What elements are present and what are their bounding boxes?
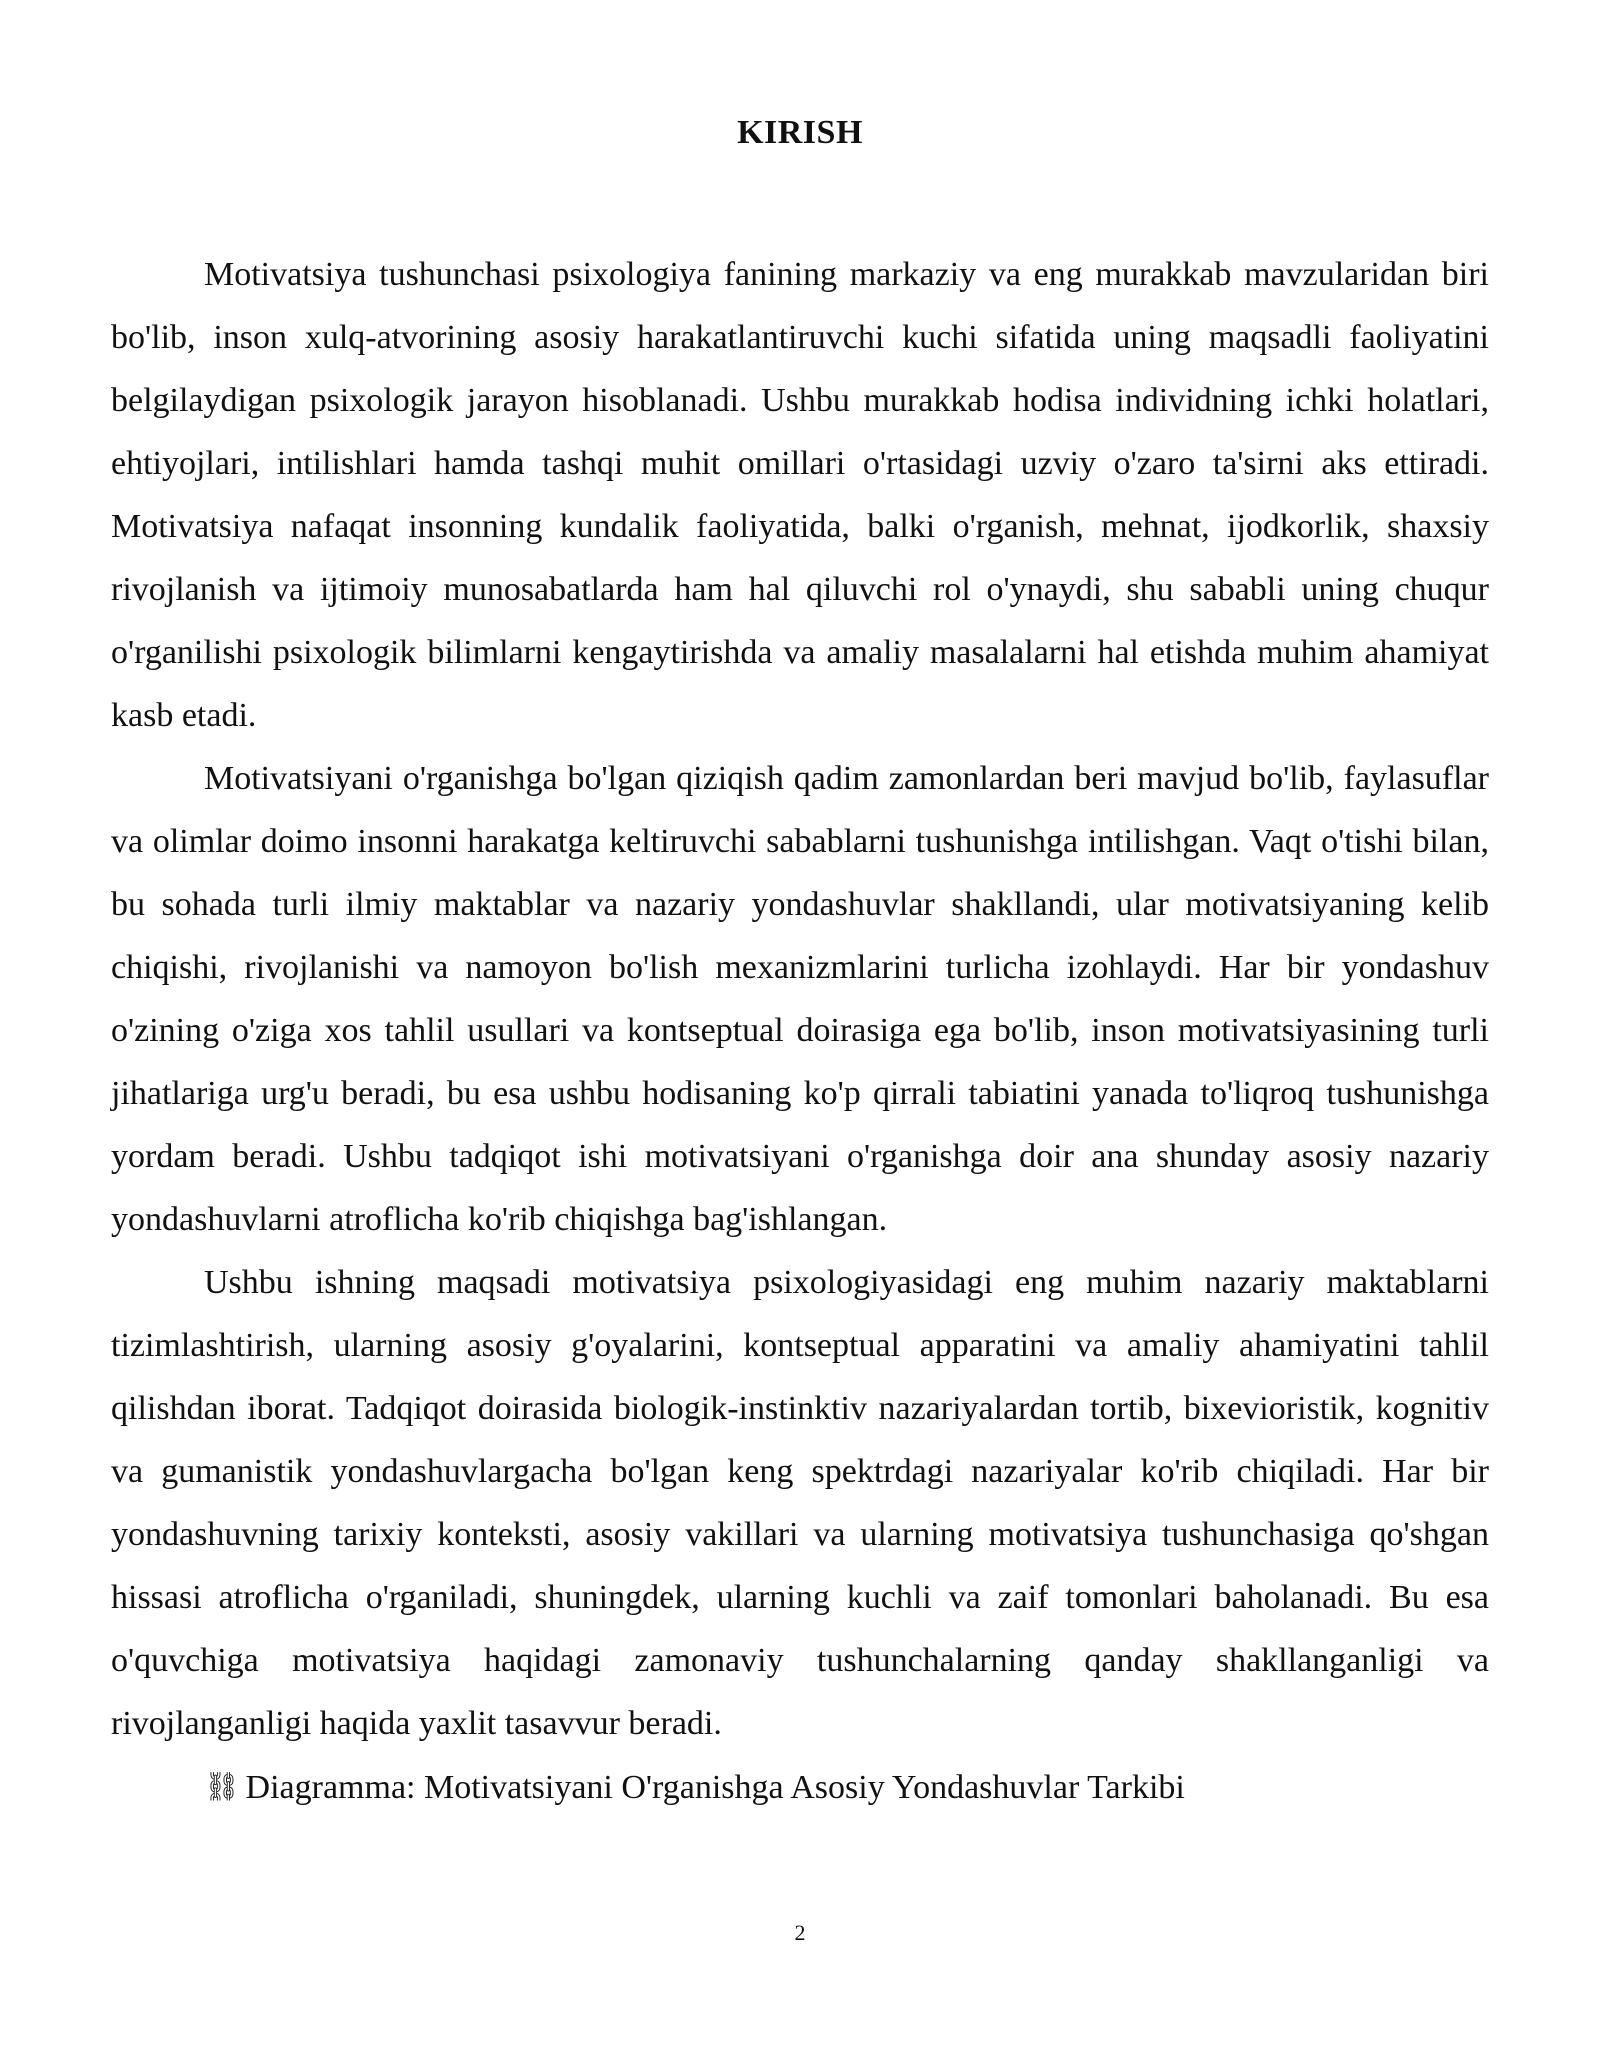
paragraph-3: Ushbu ishning maqsadi motivatsiya psixologiyasidagi eng muhim nazariy maktablarni tizimlashtirish, ularning asosiy g'oyalarini, kontseptual apparatini va amaliy ahamiyatini tahlil qilishdan iborat. Tadqiqot doirasida biologik-instinktiv nazariyalardan tortib, bixevioristik, kognitiv va gumanistik yondashuvlargacha bo'lgan keng spektrdagi nazariyalar ko'rib chiqiladi. Har bir yondashuvning tarixiy konteksti, asosiy vakillari va ularning motivatsiya tushunchasiga qo'shgan hissasi atroflicha o'rganiladi, shuningdek, ularning kuchli va zaif tomonlari baholanadi. Bu esa o'quvchiga motivatsiya haqidagi zamonaviy tushunchalarning qanday shakllanganligi va rivojlanganligi haqida yaxlit tasavvur beradi. [111,1264,1489,1742]
body-text [111,243,1489,1819]
page-number: 2 [794,1920,806,1945]
link-chain-icon: ⛓ [204,1770,240,1803]
page-title: KIRISH [737,114,863,151]
paragraph-1: Motivatsiya tushunchasi psixologiya fanining markaziy va eng murakkab mavzularidan biri bo'lib, inson xulq-atvorining asosiy harakatlantiruvchi kuchi sifatida uning maqsadli faoliyatini belgilaydigan psixologik jarayon hisoblanadi. Ushbu murakkab hodisa individning ichki holatlari, ehtiyojlari, intilishlari hamda tashqi muhit omillari o'rtasidagi uzviy o'zaro ta'sirni aks ettiradi. Motivatsiya nafaqat insonning kundalik faoliyatida, balki o'rganish, mehnat, ijodkorlik, shaxsiy rivojlanish va ijtimoiy munosabatlarda ham hal qiluvchi rol o'ynaydi, shu sababli uning chuqur o'rganilishi psixologik bilimlarni kengaytirishda va amaliy masalalarni hal etishda muhim ahamiyat kasb etadi. [111,256,1489,734]
diagram-caption [111,1755,1489,1819]
paragraph-2: Motivatsiyani o'rganishga bo'lgan qiziqish qadim zamonlardan beri mavjud bo'lib, faylasuflar va olimlar doimo insonni harakatga keltiruvchi sabablarni tushunishga intilishgan. Vaqt o'tishi bilan, bu sohada turli ilmiy maktablar va nazariy yondashuvlar shakllandi, ular motivatsiyaning kelib chiqishi, rivojlanishi va namoyon bo'lish mexanizmlarini turlicha izohlaydi. Har bir yondashuv o'zining o'ziga xos tahlil usullari va kontseptual doirasiga ega bo'lib, inson motivatsiyasining turli jihatlariga urg'u beradi, bu esa ushbu hodisaning ko'p qirrali tabiatini yanada to'liqroq tushunishga yordam beradi. Ushbu tadqiqot ishi motivatsiyani o'rganishga doir ana shunday asosiy nazariy yondashuvlarni atroflicha ko'rib chiqishga bag'ishlangan. [111,760,1489,1238]
diagram-caption-text: Diagramma: Motivatsiyani O'rganishga Asosiy Yondashuvlar Tarkibi [245,1769,1185,1806]
